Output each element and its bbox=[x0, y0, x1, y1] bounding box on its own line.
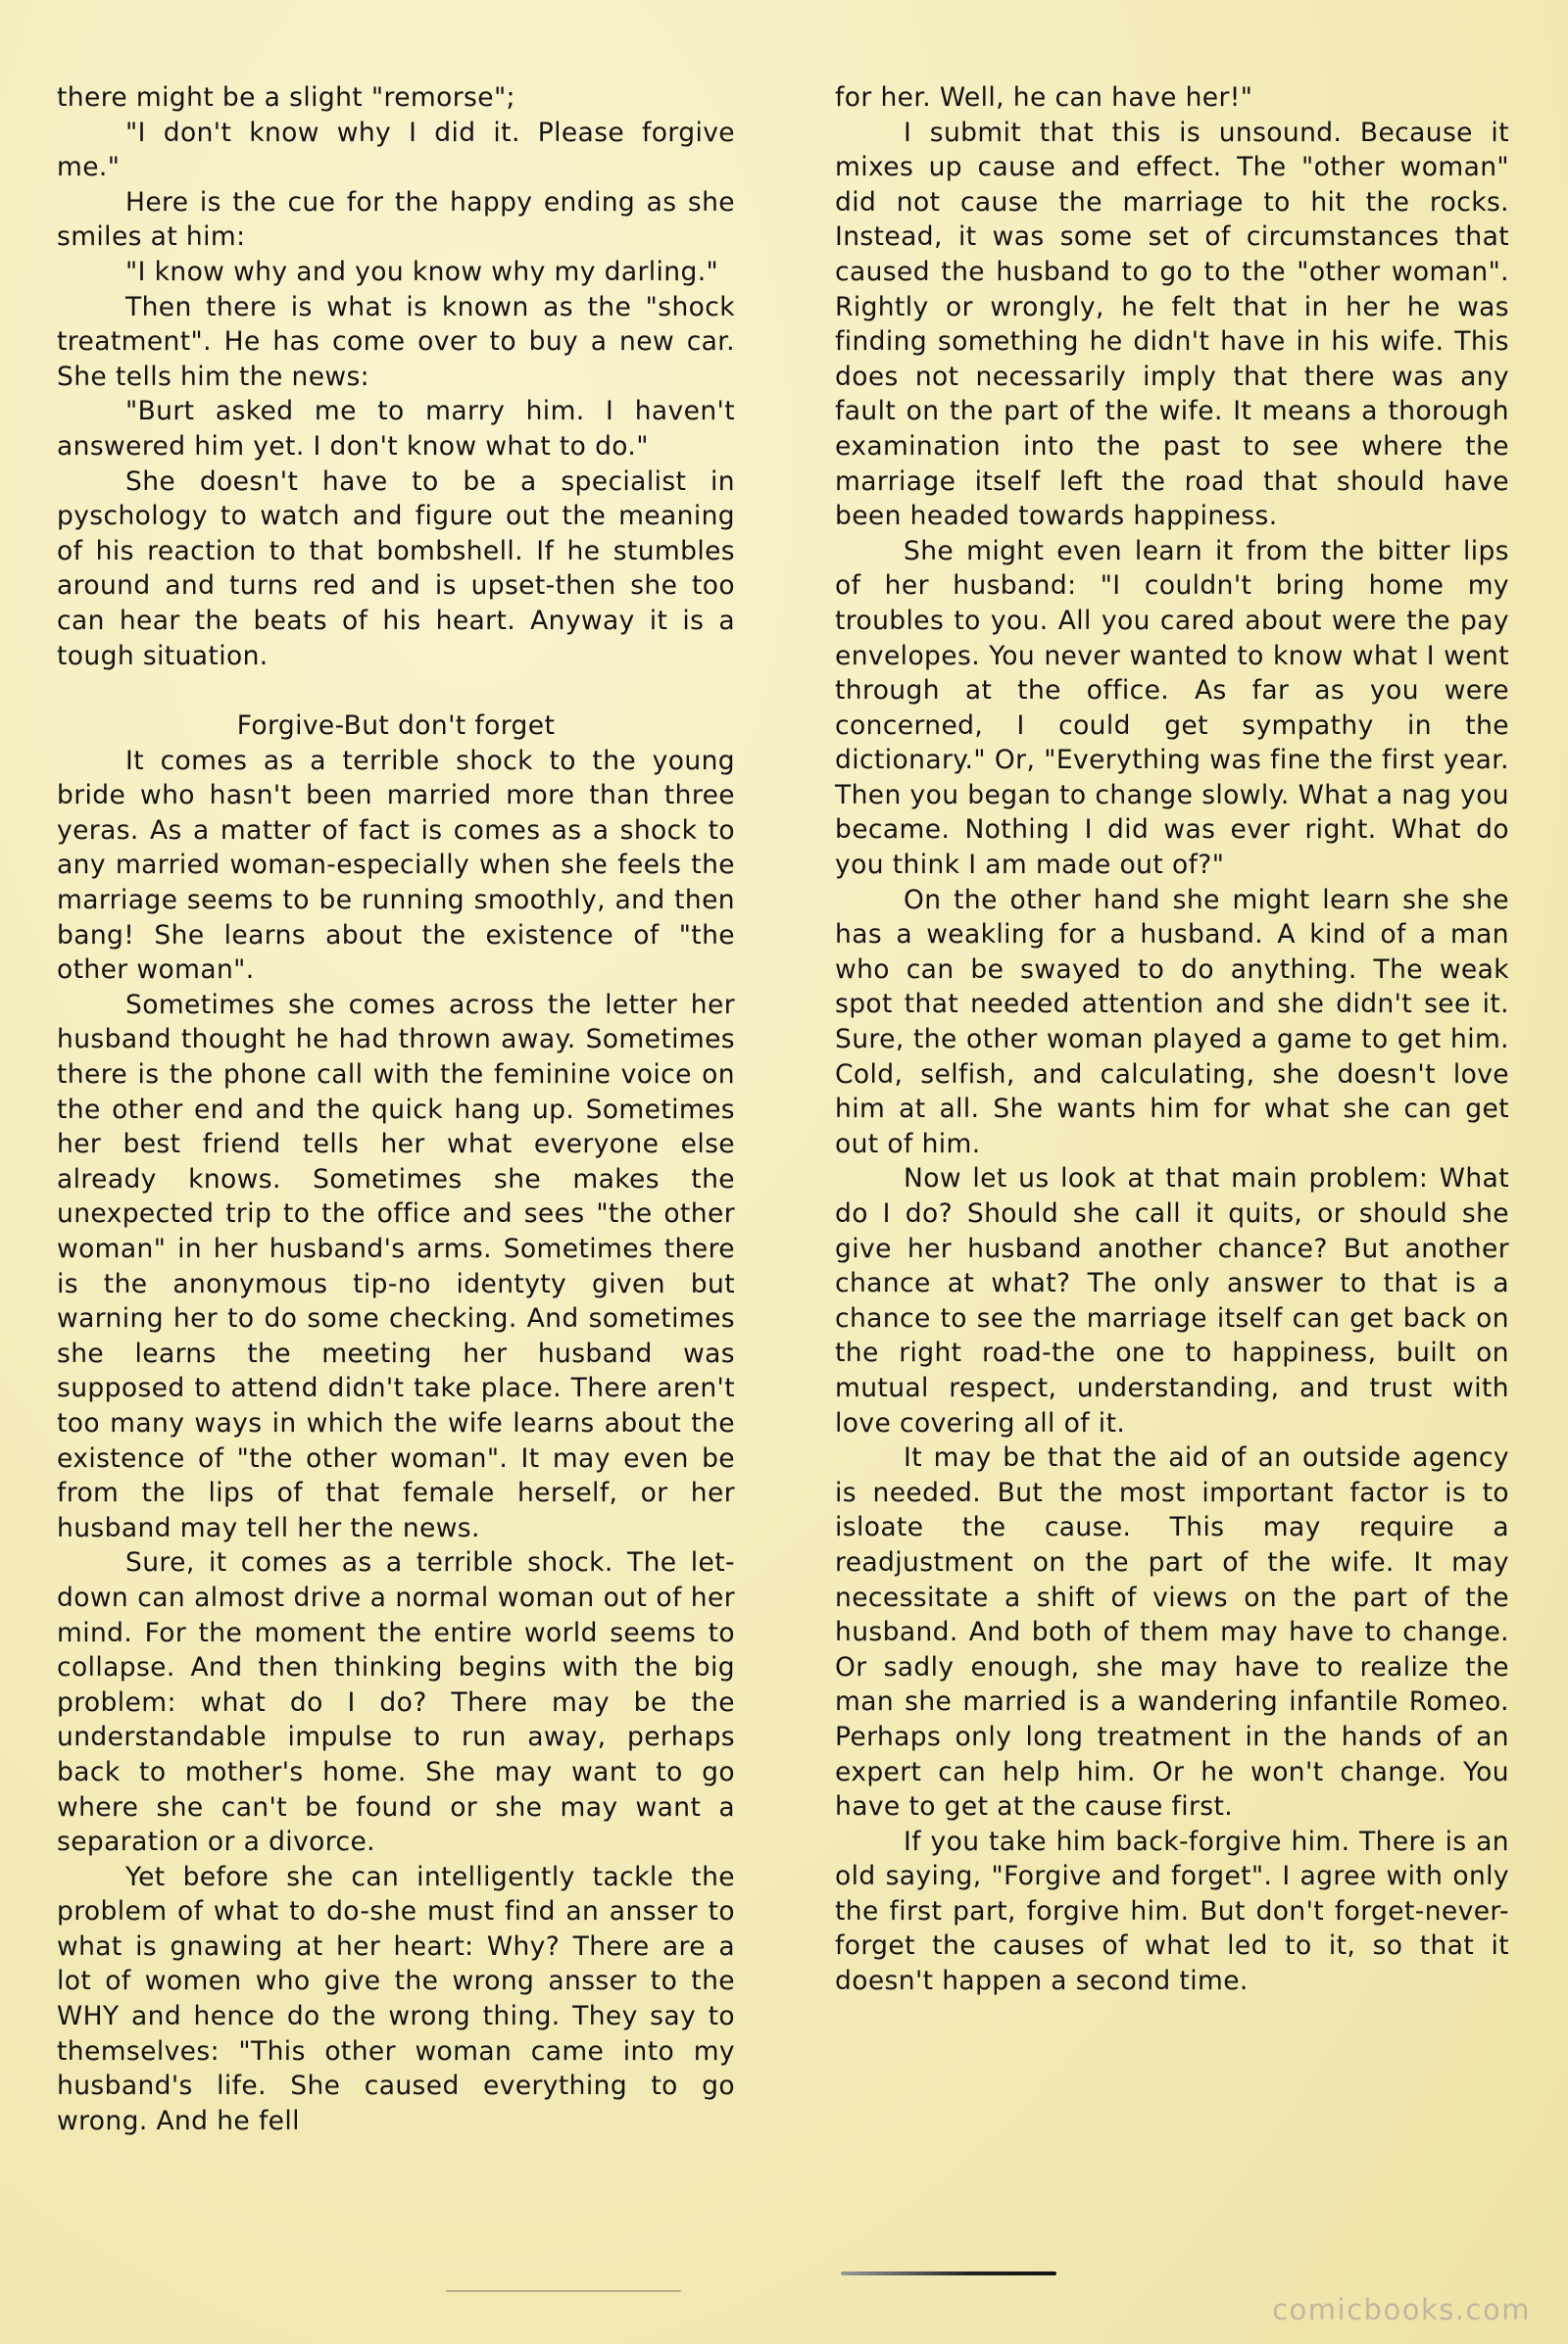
right-text-column bbox=[835, 80, 1509, 1999]
paragraph: She doesn't have to be a specialist in pyschology to watch and figure out the meaning of his reaction to that bombshell. If he stumbles around and turns red and is upset-then she too can hear the beats of his heart. Anyway it is a tough situation. bbox=[57, 465, 735, 671]
paragraph: It may be that the aid of an outside agency is needed. But the most important factor is to isloate the cause. This may require a readjustment on the part of the wife. It may necessitate a shift of views on the part of the husband. And both of them may have to change. Or sadly enough, she may have to realize the man she married is a wandering infantile Romeo. Perhaps only long treatment in the hands of an expert can help him. Or he won't change. You have to get at the cause first. bbox=[835, 1442, 1509, 1823]
paragraph: Yet before she can intelligently tackle the problem of what to do-she must find an ansser to what is gnawing at her heart: Why? There are a lot of women who give the wrong ansser to the WHY and hence do the wrong thing. They say to themselves: "This other woman came into my husband's life. She caused everything to go wrong. And he fell bbox=[57, 1861, 735, 2136]
paragraph: Now let us look at that main problem: What do I do? Should she call it quits, or should she give her husband another chance? But another chance at what? The only answer to that is a chance to see the marriage itself can get back on the right road-the one to happiness, built on mutual respect, understanding, and trust with love covering all of it. bbox=[835, 1163, 1509, 1439]
paragraph: Sure, it comes as a terrible shock. The let-down can almost drive a normal woman out of her mind. For the moment the entire world seems to collapse. And then thinking begins with the big problem: what do I do? There may be the understandable impulse to run away, perhaps back to mother's home. She may want to go where she can't be found or she may want a separation or a divorce. bbox=[57, 1547, 735, 1858]
paragraph: for her. Well, he can have her!" bbox=[835, 82, 1253, 113]
right-column-end-rule bbox=[841, 2271, 1056, 2275]
paragraph: Here is the cue for the happy ending as she smiles at him: bbox=[57, 186, 735, 253]
paragraph: Then there is what is known as the "shock treatment". He has come over to buy a new car. She tells him the news: bbox=[57, 291, 735, 392]
site-watermark: comicbooks.com bbox=[1272, 2293, 1531, 2326]
paragraph: "Burt asked me to marry him. I haven't answered him yet. I don't know what to do." bbox=[57, 396, 735, 462]
paragraph: If you take him back-forgive him. There is an old saying, "Forgive and forget". I agree with only the first part, forgive him. But don't forget-never-forget the causes of what led to it, so that it doesn't happen a second time. bbox=[835, 1826, 1509, 1997]
paragraph: there might be a slight "remorse"; bbox=[57, 82, 515, 113]
section-heading: Forgive-But don't forget bbox=[236, 710, 556, 742]
paragraph: It comes as a terrible shock to the young bride who hasn't been married more than three yeras. As a matter of fact is comes as a shock to any married woman-especially when she feels the marriage seems to be running smoothly, and then bang! She learns about the existence of "the other woman". bbox=[57, 745, 735, 986]
paragraph: I submit that this is unsound. Because it mixes up cause and effect. The "other woman" did not cause the marriage to hit the rocks. Instead, it was some set of circumstances that caused the husband to go to the "other woman". Rightly or wrongly, he felt that in her he was finding something he didn't have in his wife. This does not necessarily imply that there was any fault on the part of the wife. It means a thorough examination into the past to see where the marriage itself left the road that should have been headed towards happiness. bbox=[835, 117, 1509, 532]
left-text-column bbox=[57, 80, 735, 2138]
paragraph: She might even learn it from the bitter lips of her husband: "I couldn't bring home my troubles to you. All you cared about were the pay envelopes. You never wanted to know what I went through at the office. As far as you were concerned, I could get sympathy in the dictionary." Or, "Everything was fine the first year. Then you began to change slowly. What a nag you became. Nothing I did was ever right. What do you think I am made out of?" bbox=[835, 535, 1509, 881]
paragraph: On the other hand she might learn she she has a weakling for a husband. A kind of a man who can be swayed to do anything. The weak spot that needed attention and she didn't see it. Sure, the other woman played a game to get him. Cold, selfish, and calculating, she doesn't love him at all. She wants him for what she can get out of him. bbox=[835, 884, 1509, 1159]
left-column-end-rule bbox=[446, 2290, 681, 2292]
paragraph: "I know why and you know why my darling." bbox=[125, 256, 719, 287]
paragraph: Sometimes she comes across the letter her husband thought he had thrown away. Sometimes there is the phone call with the feminine voice on the other end and the quick hang up. Sometimes her best friend tells her what everyone else already knows. Sometimes she makes the unexpected trip to the office and sees "the other woman" in her husband's arms. Sometimes there is the anonymous tip-no identyty given but warning her to do some checking. And sometimes she learns the meeting her husband was supposed to attend didn't take place. There aren't too many ways in which the wife learns about the existence of "the other woman". It may even be from the lips of that female herself, or her husband may tell her the news. bbox=[57, 989, 735, 1543]
paragraph: "I don't know why I did it. Please forgive me." bbox=[57, 117, 735, 183]
